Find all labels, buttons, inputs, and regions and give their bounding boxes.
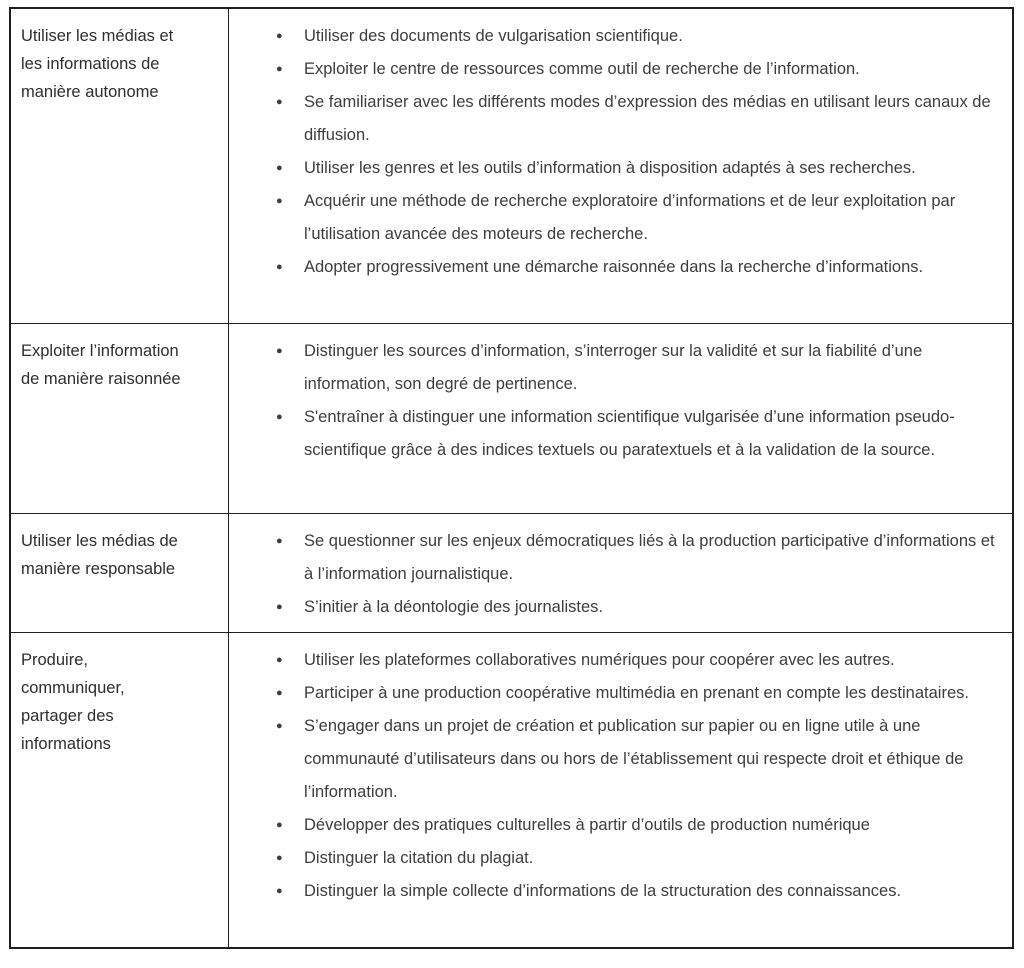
bullet-item: ● Participer à une production coopérative multimédia en prenant en compte les destinataires. [229, 677, 1012, 710]
bullet-item: ● Exploiter le centre de ressources comme outil de recherche de l’information. [229, 53, 1012, 86]
row-heading-text: Produire, communiquer, partager des informations [21, 651, 125, 753]
table-row [11, 323, 1012, 513]
bullet-item: ● Acquérir une méthode de recherche exploratoire d’informations et de leur exploitation par l’utilisation avancée des moteurs de recherche. [229, 185, 1012, 251]
row-heading-text: Exploiter l’information de manière raisonnée [21, 342, 181, 388]
row-heading-text: Utiliser les médias de manière responsable [21, 532, 178, 578]
row-heading-cell [11, 324, 229, 513]
row-heading-cell [11, 9, 229, 323]
bullet-list [229, 525, 1012, 624]
bullet-list [229, 644, 1012, 908]
bullet-item: ● Distinguer les sources d’information, s’interroger sur la validité et sur la fiabilité d’une information, son degré de pertinence. [229, 335, 1012, 401]
table-row [11, 9, 1012, 323]
bullet-item: ● Adopter progressivement une démarche raisonnée dans la recherche d’informations. [229, 251, 1012, 284]
bullet-item: ● S'entraîner à distinguer une information scientifique vulgarisée d’une information pseudo-scientifique grâce à des indices textuels ou paratextuels et à la validation de la source. [229, 401, 1012, 467]
bullet-item: ● Se familiariser avec les différents modes d’expression des médias en utilisant leurs canaux de diffusion. [229, 86, 1012, 152]
bullet-item: ● Utiliser les genres et les outils d’information à disposition adaptés à ses recherches. [229, 152, 1012, 185]
bullet-item: ● S’engager dans un projet de création et publication sur papier ou en ligne utile à une communauté d’utilisateurs dans ou hors de l’établissement qui respecte droit et éthique de l’information. [229, 710, 1012, 809]
row-bullets-cell [229, 9, 1012, 323]
row-bullets-cell [229, 633, 1012, 947]
row-bullets-cell [229, 324, 1012, 513]
table-row [11, 513, 1012, 632]
row-bullets-cell [229, 514, 1012, 632]
table-row [11, 632, 1012, 947]
row-heading-text: Utiliser les médias et les informations de manière autonome [21, 27, 174, 101]
bullet-item: ● Distinguer la simple collecte d’informations de la structuration des connaissances. [229, 875, 1012, 908]
row-heading-cell [11, 514, 229, 632]
bullet-item: ● S’initier à la déontologie des journalistes. [229, 591, 1012, 624]
bullet-list [229, 20, 1012, 284]
bullet-item: ● Développer des pratiques culturelles à partir d’outils de production numérique [229, 809, 1012, 842]
bullet-item: ● Utiliser des documents de vulgarisation scientifique. [229, 20, 1012, 53]
bullet-item: ● Distinguer la citation du plagiat. [229, 842, 1012, 875]
bullet-item: ● Utiliser les plateformes collaboratives numériques pour coopérer avec les autres. [229, 644, 1012, 677]
row-heading-cell [11, 633, 229, 947]
bullet-list [229, 335, 1012, 467]
competency-table [9, 7, 1014, 949]
bullet-item: ● Se questionner sur les enjeux démocratiques liés à la production participative d’informations et à l’information journalistique. [229, 525, 1012, 591]
